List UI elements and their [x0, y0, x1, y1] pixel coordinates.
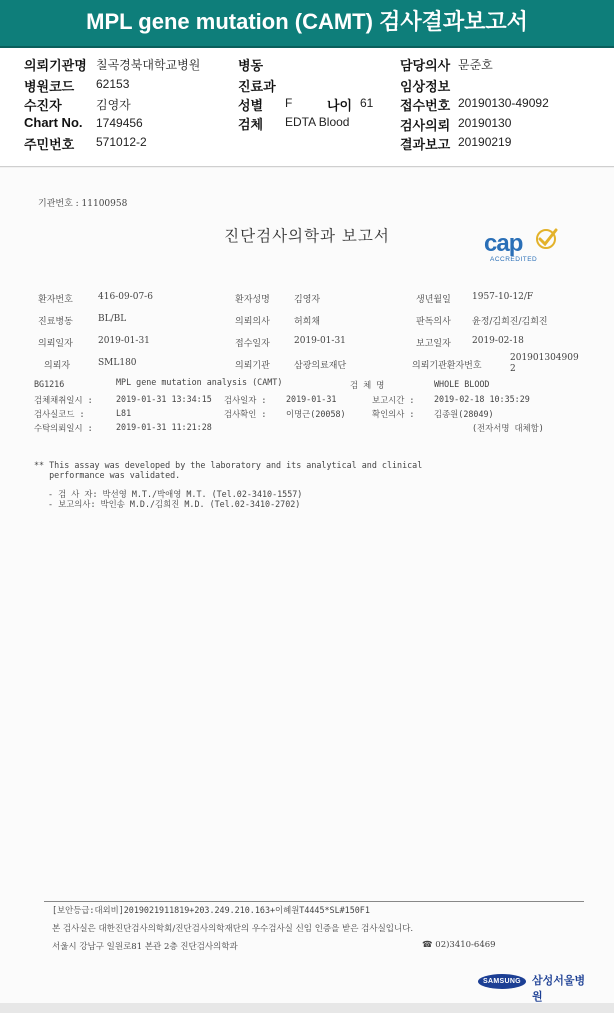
report-heading: 진단검사의학과 보고서	[224, 227, 390, 245]
check-icon	[534, 228, 558, 250]
patient-name-value: 김영자	[294, 295, 321, 305]
doctor-label: 의뢰의사	[235, 317, 270, 327]
test-code: BG1216	[34, 379, 65, 389]
report-time-value: 2019-02-18 10:35:29	[434, 394, 530, 404]
address-text: 서울시 강남구 일원로81 본관 2층 진단검사의학과	[52, 942, 238, 952]
label-institution: 의뢰기관명	[24, 58, 87, 73]
label-patient: 수진자	[24, 98, 62, 113]
test-date-value: 2019-01-31	[286, 394, 337, 404]
test-confirm-value: 이명근(20058)	[286, 409, 346, 419]
report-date-value: 2019-02-18	[472, 336, 524, 346]
label-clinical-info: 임상정보	[400, 79, 451, 94]
samsung-oval-logo: SAMSUNG	[478, 974, 526, 989]
patient-no-label: 환자번호	[38, 295, 73, 305]
request-date-value: 2019-01-31	[98, 336, 150, 346]
e-signature-note: (전자서명 대체함)	[472, 423, 544, 433]
label-hospital-code: 병원코드	[24, 79, 75, 94]
label-doctor: 담당의사	[400, 58, 451, 73]
bottom-strip	[0, 1003, 614, 1013]
specimen-name-value: WHOLE BLOOD	[434, 379, 490, 389]
test-name: MPL gene mutation analysis (CAMT)	[116, 377, 283, 387]
assay-note-line-1: ** This assay was developed by the laboratory and its analytical and clinical	[34, 460, 423, 470]
value-sex: F	[285, 96, 293, 110]
test-date-label: 검사일자 :	[224, 395, 267, 405]
institution-value: 삼광의료재단	[294, 361, 347, 371]
value-chart-no: 1749456	[96, 116, 143, 130]
receipt-date-label: 접수일자	[235, 339, 270, 349]
receive-time-value: 2019-01-31 11:21:28	[116, 422, 212, 432]
requester-value: SML180	[98, 358, 137, 368]
inst-patient-no-label: 의뢰기관환자번호	[412, 361, 482, 371]
verify-doctor-value: 김종원(28049)	[434, 409, 494, 419]
test-confirm-label: 검사확인 :	[224, 409, 267, 419]
value-receipt-no: 20190130-49092	[458, 96, 549, 110]
cap-accredited-text: ACCREDITED	[490, 256, 538, 263]
advisor-label: 판독의사	[416, 317, 451, 327]
patient-info-panel	[0, 48, 614, 167]
label-specimen: 검체	[238, 117, 264, 132]
ward-label: 진료병동	[38, 317, 73, 327]
label-result-report: 결과보고	[400, 137, 451, 152]
assay-note-line-2: performance was validated.	[34, 470, 181, 480]
report-time-label: 보고시간 :	[372, 395, 415, 405]
requester-label: 의뢰자	[44, 361, 71, 371]
reporter-info: - 보고의사: 박인송 M.D./김희진 M.D. (Tel.02-3410-2702)	[48, 499, 301, 509]
advisor-value: 윤정/김희진/김희진	[472, 317, 548, 327]
footer-divider	[44, 901, 584, 902]
lab-code-value: L81	[116, 408, 132, 418]
ward-value: BL/BL	[98, 314, 127, 324]
cap-accredited-logo	[484, 226, 564, 266]
value-hospital-code: 62153	[96, 77, 130, 91]
label-receipt-no: 접수번호	[400, 98, 451, 113]
lab-code-label: 검사실코드 :	[34, 409, 85, 419]
report-title: MPL gene mutation (CAMT) 검사결과보고서	[86, 9, 528, 34]
value-resident-no: 571012-2	[96, 135, 147, 149]
value-specimen: EDTA Blood	[285, 115, 350, 129]
patient-no-value: 416-09-07-6	[98, 292, 153, 302]
collect-time-value: 2019-01-31 13:34:15	[116, 394, 212, 404]
label-department: 진료과	[238, 79, 276, 94]
label-test-request: 검사의뢰	[400, 118, 451, 133]
dob-label: 생년월일	[416, 295, 451, 305]
request-date-label: 의뢰일자	[38, 339, 73, 349]
agency-number: 기관번호 : 11100958	[38, 199, 128, 209]
hospital-logo	[478, 968, 588, 1003]
doctor-value: 허희채	[294, 317, 321, 327]
receive-time-label: 수탁의뢰일시 :	[34, 423, 93, 433]
institution-label: 의뢰기관	[235, 361, 270, 371]
label-chart-no: Chart No.	[24, 115, 83, 130]
value-patient: 김영자	[96, 98, 131, 112]
cap-logo-text: cap	[484, 230, 523, 257]
security-line: [보안등급:대외비]2019021911819+203.249.210.163+이혜원T4445*SL#150F1	[52, 905, 370, 915]
certification-text: 본 검사실은 대한진단검사의학회/진단검사의학재단의 우수검사실 신임 인증을 받은 검사실입니다.	[52, 924, 414, 934]
inst-patient-no-value-2: 2	[510, 364, 516, 374]
value-doctor: 문준호	[458, 58, 493, 72]
scanned-report	[0, 168, 614, 1003]
label-age: 나이	[327, 98, 353, 113]
report-date-label: 보고일자	[416, 339, 451, 349]
hospital-name: 삼성서울병원	[532, 975, 586, 1003]
inst-patient-no-value-1: 201901304909	[510, 353, 579, 363]
value-result-report: 20190219	[458, 135, 512, 149]
verify-doctor-label: 확인의사 :	[372, 409, 415, 419]
label-sex: 성별	[238, 98, 264, 113]
receipt-date-value: 2019-01-31	[294, 336, 346, 346]
specimen-name-label: 검 체 명	[350, 380, 385, 390]
phone-text: ☎ 02)3410-6469	[422, 940, 496, 950]
value-test-request: 20190130	[458, 116, 512, 130]
label-resident-no: 주민번호	[24, 137, 75, 152]
patient-name-label: 환자성명	[235, 295, 270, 305]
report-title-bar	[0, 0, 614, 48]
value-institution: 칠곡경북대학교병원	[96, 58, 201, 72]
label-ward: 병동	[238, 58, 264, 73]
collect-time-label: 검체채취일시 :	[34, 395, 93, 405]
tester-info: - 검 사 자: 박선영 M.T./박애영 M.T. (Tel.02-3410-1557)	[48, 489, 303, 499]
dob-value: 1957-10-12/F	[472, 292, 534, 302]
value-age: 61	[360, 96, 374, 110]
